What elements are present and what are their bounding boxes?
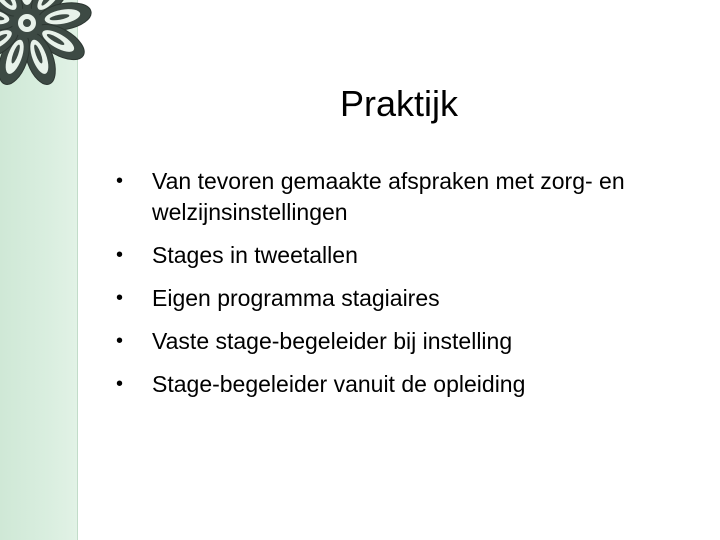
list-item bbox=[112, 326, 672, 357]
bullet-text: Stages in tweetallen bbox=[152, 242, 358, 268]
list-item bbox=[112, 166, 672, 228]
flower-ornament-icon bbox=[0, 0, 92, 88]
list-item bbox=[112, 240, 672, 271]
slide-title: Praktijk bbox=[339, 83, 459, 124]
bullet-dot: • bbox=[116, 244, 124, 266]
list-item bbox=[112, 283, 672, 314]
bullet-text: Eigen programma stagiaires bbox=[152, 285, 440, 311]
bullet-list bbox=[112, 166, 672, 412]
bullet-dot: • bbox=[116, 287, 124, 309]
bullet-text: Stage-begeleider vanuit de opleiding bbox=[152, 371, 526, 397]
bullet-dot: • bbox=[116, 330, 124, 352]
bullet-text: Van tevoren gemaakte afspraken met zorg- en welzijnsinstellingen bbox=[152, 168, 625, 225]
list-item bbox=[112, 369, 672, 400]
bullet-text: Vaste stage-begeleider bij instelling bbox=[152, 328, 513, 354]
bullet-dot: • bbox=[116, 170, 124, 192]
bullet-dot: • bbox=[116, 373, 124, 395]
